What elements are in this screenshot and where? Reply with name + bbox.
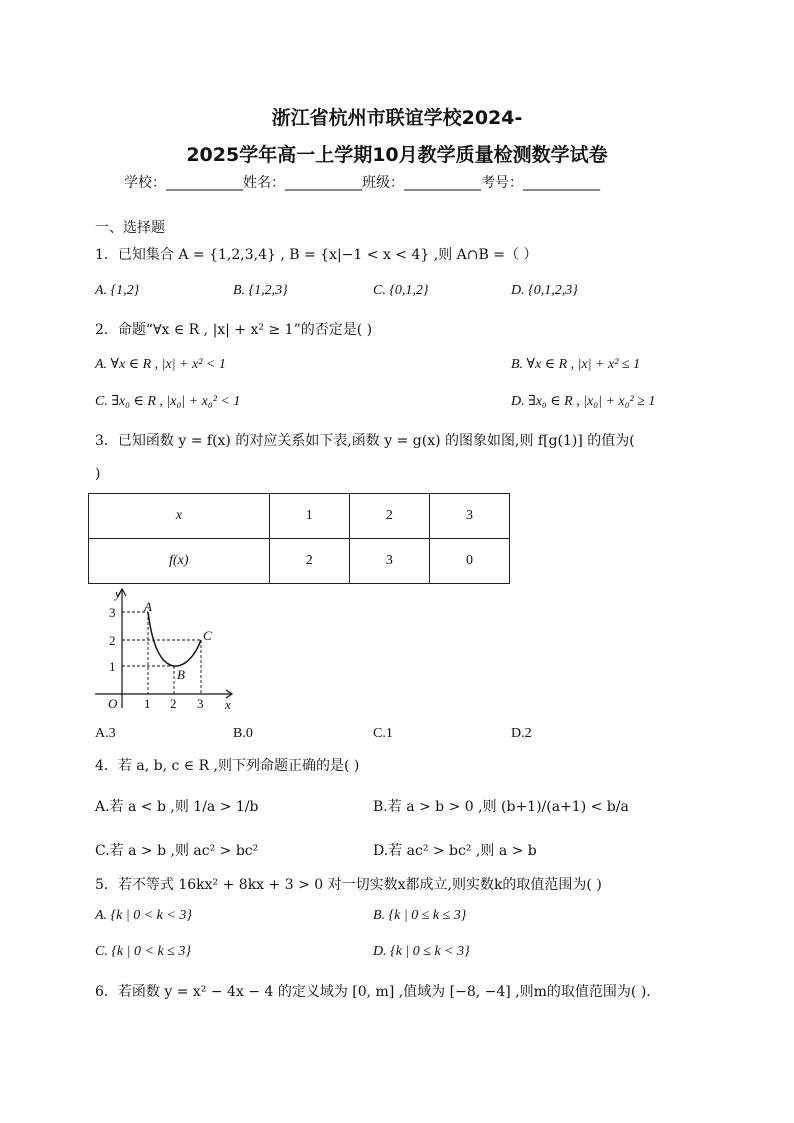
graph-gx [90, 584, 250, 714]
q5-option-b: B. {k | 0 ≤ k ≤ 3} [373, 908, 467, 923]
table-row [89, 539, 510, 584]
q6-stem: 6．若函数 y = x² − 4x − 4 的定义域为 [0, m] ,值域为 [−8, −4] ,则m的取值范围为( ). [95, 984, 651, 1000]
student-info-line: 学校：___________姓名：___________班级：___________考号：___________ [124, 175, 600, 191]
point-a-label: A [144, 599, 152, 614]
q1-option-a: A. {1,2} [95, 283, 140, 298]
title-line-1: 浙江省杭州市联谊学校2024- [271, 107, 523, 129]
q2-option-d: D. ∃x₀ ∈ R , |x₀| + x₀² ≥ 1 [511, 394, 656, 409]
q2-option-c: C. ∃x₀ ∈ R , |x₀| + x₀² < 1 [95, 394, 241, 409]
table-cell: 0 [429, 539, 509, 584]
x-tick-1: 1 [144, 696, 151, 711]
q1-option-d: D. {0,1,2,3} [511, 283, 578, 298]
point-c-label: C [203, 628, 212, 643]
q4-stem: 4．若 a, b, c ∈ R ,则下列命题正确的是( ) [95, 758, 360, 774]
q3-option-d: D.2 [511, 726, 532, 741]
x-axis-label: x [225, 697, 231, 712]
y-tick-2: 2 [109, 633, 116, 648]
q4-option-d: D.若 ac² > bc² ,则 a > b [373, 843, 537, 859]
q4-option-a: A.若 a < b ,则 1/a > 1/b [95, 799, 259, 815]
q5-stem: 5．若不等式 16kx² + 8kx + 3 > 0 对一切实数x都成立,则实数k的取值范围为( ) [95, 877, 602, 893]
q2-option-a: A. ∀x ∈ R , |x| + x² < 1 [95, 357, 226, 372]
title-line-2: 2025学年高一上学期10月教学质量检测数学试卷 [186, 144, 608, 166]
q1-option-b: B. {1,2,3} [233, 283, 288, 298]
q2-option-b: B. ∀x ∈ R , |x| + x² ≤ 1 [511, 357, 641, 372]
table-cell: 1 [269, 494, 349, 539]
point-b-label: B [177, 667, 185, 682]
q3-option-b: B.0 [233, 726, 253, 741]
q1-stem: 1．已知集合 A = {1,2,3,4} , B = {x|−1 < x < 4} ,则 A∩B =（ ） [95, 247, 538, 263]
table-cell: 2 [349, 494, 429, 539]
x-tick-2: 2 [170, 696, 177, 711]
q3-option-a: A.3 [95, 726, 116, 741]
table-cell: x [89, 494, 270, 539]
y-tick-3: 3 [109, 605, 116, 620]
q3-option-c: C.1 [373, 726, 393, 741]
q2-stem: 2．命题“∀x ∈ R , |x| + x² ≥ 1”的否定是( ) [95, 322, 373, 338]
q5-option-a: A. {k | 0 < k < 3} [95, 908, 192, 923]
curve-gx [148, 612, 201, 666]
table-cell: f(x) [89, 539, 270, 584]
table-row [89, 494, 510, 539]
section-heading: 一、选择题 [95, 220, 165, 236]
q4-option-b: B.若 a > b > 0 ,则 (b+1)/(a+1) < b/a [373, 799, 629, 815]
function-table [88, 493, 510, 584]
q3-stem: 3．已知函数 y = f(x) 的对应关系如下表,函数 y = g(x) 的图象如图,则 f[g(1)] 的值为( [95, 433, 635, 449]
y-axis-label: y [115, 586, 121, 601]
q4-option-c: C.若 a > b ,则 ac² > bc² [95, 843, 259, 859]
y-tick-1: 1 [109, 659, 116, 674]
q1-option-c: C. {0,1,2} [373, 283, 429, 298]
q5-option-c: C. {k | 0 < k ≤ 3} [95, 944, 191, 959]
q3-stem-cont: ) [95, 466, 101, 482]
q5-option-d: D. {k | 0 ≤ k < 3} [373, 944, 470, 959]
origin-label: O [108, 696, 118, 711]
table-cell: 3 [349, 539, 429, 584]
table-cell: 3 [429, 494, 509, 539]
table-cell: 2 [269, 539, 349, 584]
x-tick-3: 3 [197, 696, 204, 711]
